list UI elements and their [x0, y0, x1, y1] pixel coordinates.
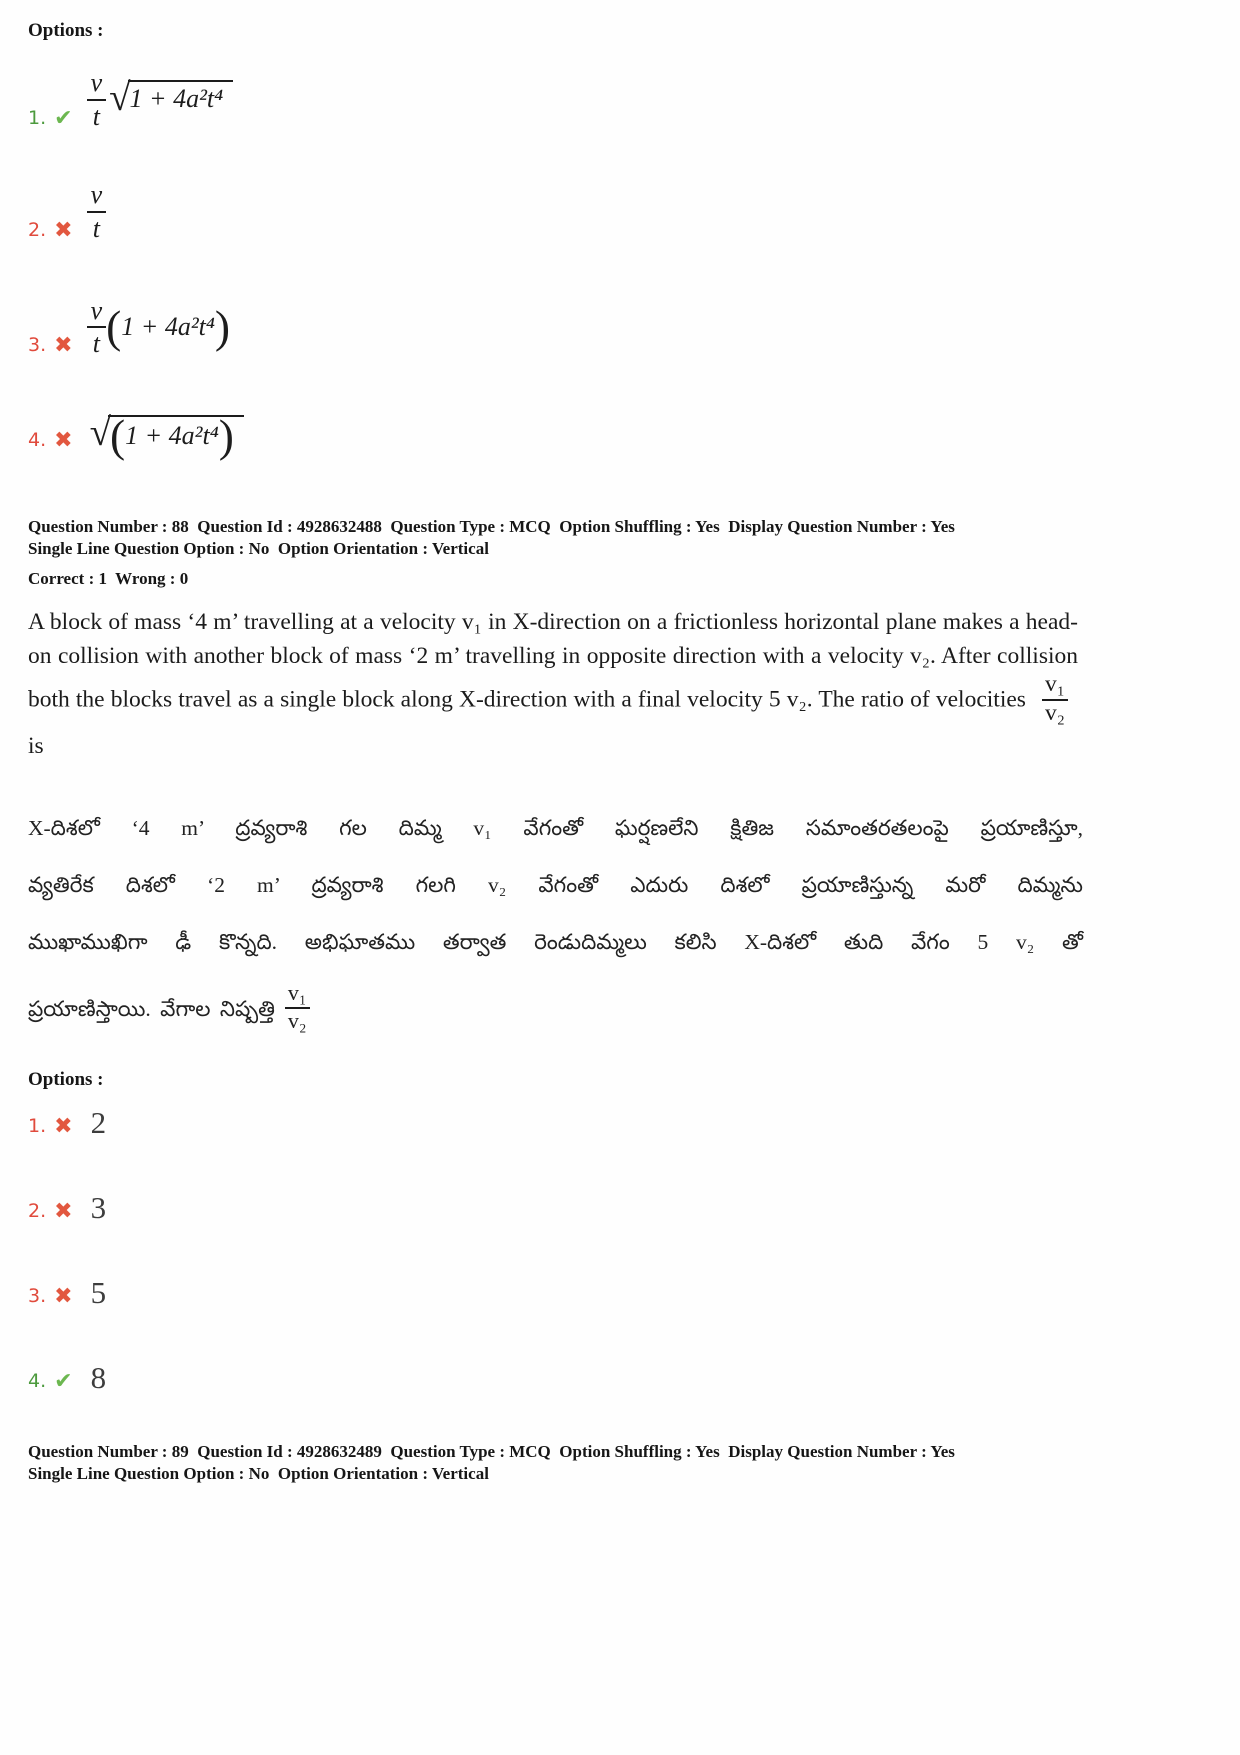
- telugu-tail: ప్రయాణిస్తాయి. వేగాల నిష్పత్తి: [28, 997, 275, 1022]
- metadata-line-2: Single Line Question Option : No Option Orientation : Vertical: [28, 539, 489, 559]
- option-row-4: [28, 1359, 1210, 1395]
- option-number: 4.: [28, 1369, 47, 1392]
- option-number: 2.: [28, 1199, 47, 1222]
- fraction-numerator: v: [87, 296, 107, 329]
- question-tail: is: [28, 732, 44, 759]
- wrong-cross-icon: ✖: [54, 1283, 73, 1309]
- parenthesized-expression: [106, 301, 231, 353]
- option-formula: [87, 296, 230, 360]
- left-paren: (: [109, 410, 126, 462]
- radical-sign: √: [89, 411, 111, 455]
- option-number: 3.: [28, 1284, 47, 1307]
- metadata-line-1: Question Number : 88 Question Id : 4928632488 Question Type : MCQ Option Shuffling : Yes Display Question Number : Yes: [28, 517, 955, 537]
- expression-body: 1 + 4a²t⁴: [125, 421, 219, 451]
- question-89-metadata: [28, 1441, 1210, 1485]
- velocity-ratio-fraction: [1042, 672, 1068, 727]
- fraction-denominator: t: [92, 101, 100, 131]
- fraction-denominator: t: [92, 213, 100, 243]
- fraction-numerator: v: [87, 180, 107, 213]
- question-text-english: [28, 605, 1078, 764]
- fraction: [87, 180, 107, 244]
- score-line: Correct : 1 Wrong : 0: [28, 568, 189, 588]
- fraction-numerator: v₁: [1042, 672, 1068, 701]
- square-root: [89, 410, 244, 462]
- option-formula: [87, 68, 234, 132]
- correct-check-icon: ✔: [54, 1368, 73, 1394]
- metadata-line-1: Question Number : 89 Question Id : 4928632489 Question Type : MCQ Option Shuffling : Yes Display Question Number : Yes: [28, 1441, 955, 1461]
- radicand: [108, 410, 244, 462]
- expression-body: 1 + 4a²t⁴: [121, 312, 215, 342]
- option-row-3: [28, 296, 1210, 360]
- wrong-cross-icon: ✖: [54, 428, 73, 454]
- option-number: 4.: [28, 429, 47, 452]
- telugu-line: ముఖాముఖిగా ఢీ కొన్నది. అభిఘాతము తర్వాత రెండుదిమ్మలు కలిసి X-దిశలో తుది వేగం 5 v₂ తో: [28, 930, 1083, 955]
- option-formula: [87, 180, 107, 244]
- right-paren: ): [218, 410, 234, 462]
- option-row-1: [28, 1104, 1210, 1140]
- left-paren: (: [106, 301, 122, 353]
- square-root: [109, 76, 233, 120]
- correct-check-icon: ✔: [54, 105, 73, 131]
- radical-sign: √: [109, 76, 131, 120]
- telugu-line: X-దిశలో ‘4 m’ ద్రవ్యరాశి గల దిమ్మ v₁ వేగంతో ఘర్షణలేని క్షితిజ సమాంతరతలంపై ప్రయాణిస్తూ,: [28, 815, 1083, 840]
- metadata-line-2: Single Line Question Option : No Option Orientation : Vertical: [28, 1463, 489, 1483]
- option-formula: [87, 410, 244, 462]
- fraction-denominator: v₂: [287, 1007, 307, 1033]
- fraction: [87, 296, 107, 360]
- option-number: 1.: [28, 106, 47, 129]
- option-number: 1.: [28, 1114, 47, 1137]
- question-text-telugu: [28, 812, 1083, 1035]
- wrong-cross-icon: ✖: [54, 333, 73, 359]
- option-value: 5: [90, 1274, 107, 1310]
- options-heading: Options :: [28, 20, 104, 41]
- option-value: 3: [90, 1189, 107, 1225]
- question-body: A block of mass ‘4 m’ travelling at a velocity v₁ in X-direction on a frictionless horizontal plane makes a head-on collision with another block of mass ‘2 m’ travelling in opposite direction with a velocity v₂. After collision both the blocks travel as a single block along X-direction with a final velocity 5 v₂. The ratio of velocities: [28, 608, 1078, 713]
- fraction: [87, 68, 107, 132]
- option-number: 2.: [28, 218, 47, 241]
- option-value: 2: [90, 1104, 107, 1140]
- option-value: 8: [90, 1359, 107, 1395]
- telugu-line: వ్యతిరేక దిశలో ‘2 m’ ద్రవ్యరాశి గలగి v₂ వేగంతో ఎదురు దిశలో ప్రయాణిస్తున్న మరో దిమ్మను: [28, 872, 1083, 897]
- option-row-2: [28, 180, 1210, 244]
- velocity-ratio-fraction: [285, 981, 310, 1032]
- wrong-cross-icon: ✖: [54, 1113, 73, 1139]
- telugu-line: [28, 980, 1083, 1034]
- options-heading: Options :: [28, 1068, 104, 1090]
- option-row-1: [28, 68, 1210, 132]
- question-88-metadata: [28, 516, 1210, 588]
- fraction-numerator: v₁: [285, 981, 310, 1008]
- option-row-4: [28, 410, 1210, 462]
- fraction-denominator: v₂: [1045, 699, 1065, 726]
- option-row-2: [28, 1189, 1210, 1225]
- fraction-denominator: t: [92, 329, 100, 359]
- radicand: 1 + 4a²t⁴: [128, 80, 234, 114]
- option-number: 3.: [28, 334, 47, 357]
- fraction-numerator: v: [87, 68, 107, 101]
- wrong-cross-icon: ✖: [54, 1198, 73, 1224]
- wrong-cross-icon: ✖: [54, 217, 73, 243]
- option-row-3: [28, 1274, 1210, 1310]
- right-paren: ): [214, 301, 231, 353]
